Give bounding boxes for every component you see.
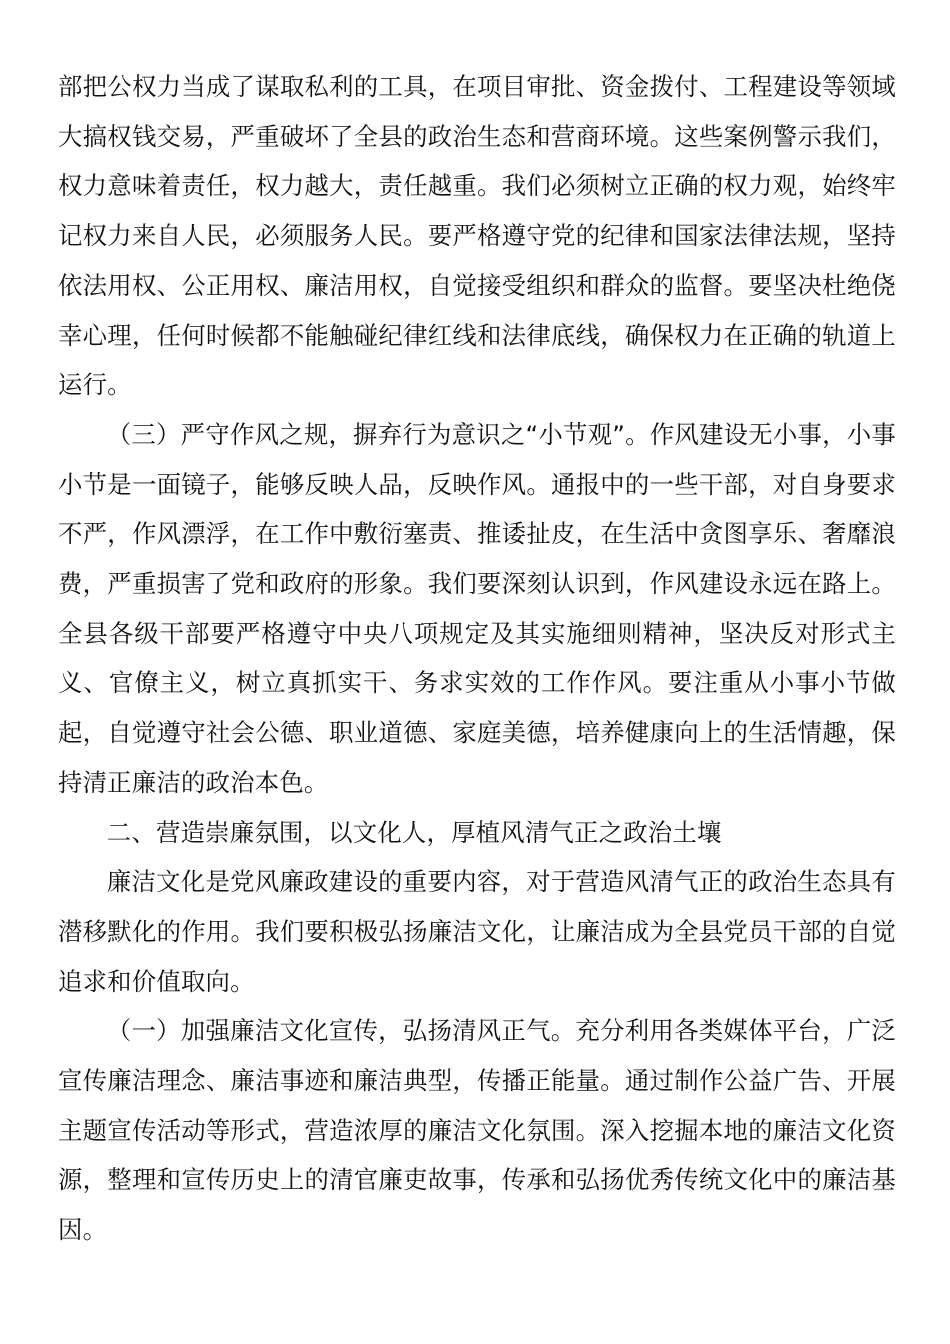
paragraph-subsection-three: （三）严守作风之规，摒弃行为意识之“小节观”。作风建设无小事，小事小节是一面镜子，能够反映人品，反映作风。通报中的一些干部，对自身要求不严，作风漂浮，在工作中敷衍塞责、推诿扯皮，在生活中贪图享乐、奢靡浪费，严重损害了党和政府的形象。我们要深刻认识到，作风建设永远在路上。全县各级干部要严格遵守中央八项规定及其实施细则精神，坚决反对形式主义、官僚主义，树立真抓实干、务求实效的工作作风。要注重从小事小节做起，自觉遵守社会公德、职业道德、家庭美德，培养健康向上的生活情趣，保持清正廉洁的政治本色。 (58, 419, 896, 797)
paragraph-continuation: 部把公权力当成了谋取私利的工具，在项目审批、资金拨付、工程建设等领域大搞权钱交易，严重破坏了全县的政治生态和营商环境。这些案例警示我们，权力意味着责任，权力越大，责任越重。我们必须树立正确的权力观，始终牢记权力来自人民，必须服务人民。要严格遵守党的纪律和国家法律法规，坚持依法用权、公正用权、廉洁用权，自觉接受组织和群众的监督。要坚决杜绝侥幸心理，任何时候都不能触碰纪律红线和法律底线，确保权力在正确的轨道上运行。 (58, 72, 896, 400)
section-heading-two: 二、营造崇廉氛围，以文化人，厚植风清气正之政治土壤 (106, 817, 722, 847)
paragraph-subsection-one: （一）加强廉洁文化宣传，弘扬清风正气。充分利用各类媒体平台，广泛宣传廉洁理念、廉洁事迹和廉洁典型，传播正能量。通过制作公益广告、开展主题宣传活动等形式，营造浓厚的廉洁文化氛围。深入挖掘本地的廉洁文化资源，整理和宣传历史上的清官廉吏故事，传承和弘扬优秀传统文化中的廉洁基因。 (58, 1016, 896, 1245)
document-page (58, 62, 896, 1255)
paragraph-intro-culture: 廉洁文化是党风廉政建设的重要内容，对于营造风清气正的政治生态具有潜移默化的作用。我们要积极弘扬廉洁文化，让廉洁成为全县党员干部的自觉追求和价值取向。 (58, 867, 896, 996)
